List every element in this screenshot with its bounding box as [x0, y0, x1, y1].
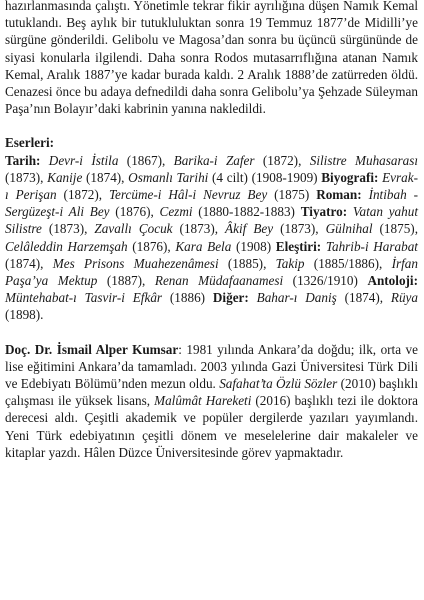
work-title: Takip [275, 255, 305, 271]
works-category-elestiri: Eleştiri: [275, 238, 322, 254]
bio-text: (2016) başlıklı tezi ile doktora derecesi aldı. Çeşitli akademik ve popüler dergilerde yazıları yayımlandı. Yeni Türk edebiyatının çeşitli dönem ve meselelerine dair makaleler ve kitaplar yazdı. Hâlen Düzce Üniversitesinde görev yapmaktadır. [5, 393, 419, 460]
work-year: (1872), [254, 152, 310, 168]
work-title: Rüya [390, 290, 418, 306]
works-category-antoloji: Antoloji: [367, 273, 418, 289]
work-year: (4 cilt) (1908-1909) [208, 169, 322, 185]
work-title: Zavallı Çocuk [94, 221, 173, 237]
work-year: (1873), [5, 169, 48, 185]
works-list-paragraph [5, 152, 418, 324]
works-category-tiyatro: Tiyatro: [300, 204, 348, 220]
works-category-diger: Diğer: [212, 290, 249, 306]
work-title: Evrak-ı Perişan [5, 169, 418, 203]
work-title: Renan Müdafaanamesi [154, 273, 284, 289]
work-title: Tercüme-i Hâl-i Nevruz Bey [108, 187, 268, 203]
work-year: (1886) [162, 290, 213, 306]
work-title: Kanije [47, 169, 83, 185]
work-title: Devr-i İstila [48, 152, 119, 168]
works-category-biyografi: Biyografi: [321, 169, 379, 185]
work-title: Celâleddin Harzemşah [5, 238, 128, 254]
book-title: Malûmât Hareketi [154, 393, 252, 409]
work-title: Kara Bela [175, 238, 232, 254]
works-category-tarih: Tarih: [5, 152, 41, 168]
work-year: (1876), [127, 238, 176, 254]
author-name: Doç. Dr. İsmail Alper Kumsar [5, 341, 179, 357]
work-year: (1908) [231, 238, 276, 254]
work-title: Vatan yahut Silistre [5, 204, 418, 237]
work-year: (1898). [5, 307, 44, 323]
work-title: Müntehabat-ı Tasvir-i Efkâr [5, 290, 163, 306]
work-title: Barika-i Zafer [173, 152, 255, 168]
work-year: (1873), [41, 221, 95, 237]
work-year: (1873), [172, 221, 226, 237]
work-year: (1875), [372, 221, 418, 237]
work-title: Silistre Muhasarası [309, 152, 419, 168]
work-year: (1326/1910) [283, 273, 368, 289]
bio-text: (2010) başlıklı çalışması ile yüksek lisans, [5, 376, 418, 409]
author-bio-paragraph [5, 341, 418, 461]
work-year: (1874), [5, 255, 53, 271]
intro-paragraph: hazırlanmasında çalıştı. Yönetimle tekrar fikir ayrılığına düşen Namık Kemal tutuklandı. Beş aylık bir tutukluluktan sonra 19 Temmuz 1877’de Midilli’ye sürgüne gönderildi. Gelibolu ve Magosa’dan sonra bu üçüncü sürgününde de siyasi konularla ilgilendi. Daha sonra Rodos mutasarrıflığına atanan Namık Kemal, Aralık 1887’ye kadar burada kaldı. 2 Aralık 1888’de zatürreden öldü. Cenazesi önce bu adaya defnedildi daha sonra Gelibolu’ya Şehzade Süleyman Paşa’nın Bolayır’daki kabrinin yanına nakledildi. [5, 0, 418, 117]
work-year: (1885), [218, 255, 276, 271]
work-year: (1880-1882-1883) [192, 204, 301, 220]
work-title: Gülnihal [325, 221, 373, 237]
work-year: (1872), [56, 187, 109, 203]
work-title: Mes Prisons Muahezenâmesi [52, 255, 219, 271]
work-year: (1874), [336, 290, 391, 306]
work-title: Tahrib-i Harabat [325, 238, 418, 254]
works-category-roman: Roman: [316, 187, 362, 203]
work-year: (1874), [82, 169, 129, 185]
work-title: İrfan Paşa’ya Mektup [5, 255, 418, 289]
works-heading: Eserleri: [5, 135, 55, 151]
work-title: İntibah - Sergüzeşt-i Ali Bey [5, 187, 418, 220]
work-year: (1887), [97, 273, 155, 289]
book-title: Safahat’ta Özlü Sözler [219, 376, 338, 392]
work-year: (1875) [267, 187, 317, 203]
work-title: Bahar-ı Daniş [256, 290, 337, 306]
work-year: (1876), [109, 204, 160, 220]
work-year: (1873), [273, 221, 326, 237]
work-title: Âkif Bey [225, 221, 274, 237]
work-year: (1867), [118, 152, 174, 168]
bio-text: : 1981 yılında Ankara’da doğdu; ilk, orta ve lise eğitimini Ankara’da tamamladı. 2003 yılında Gazi Üniversitesi Türk Dili ve Edebiyatı Bölümü’nden mezun oldu. [5, 341, 418, 392]
work-year: (1885/1886), [304, 255, 392, 271]
work-title: Osmanlı Tarihi [128, 169, 209, 185]
work-title: Cezmi [159, 204, 193, 220]
